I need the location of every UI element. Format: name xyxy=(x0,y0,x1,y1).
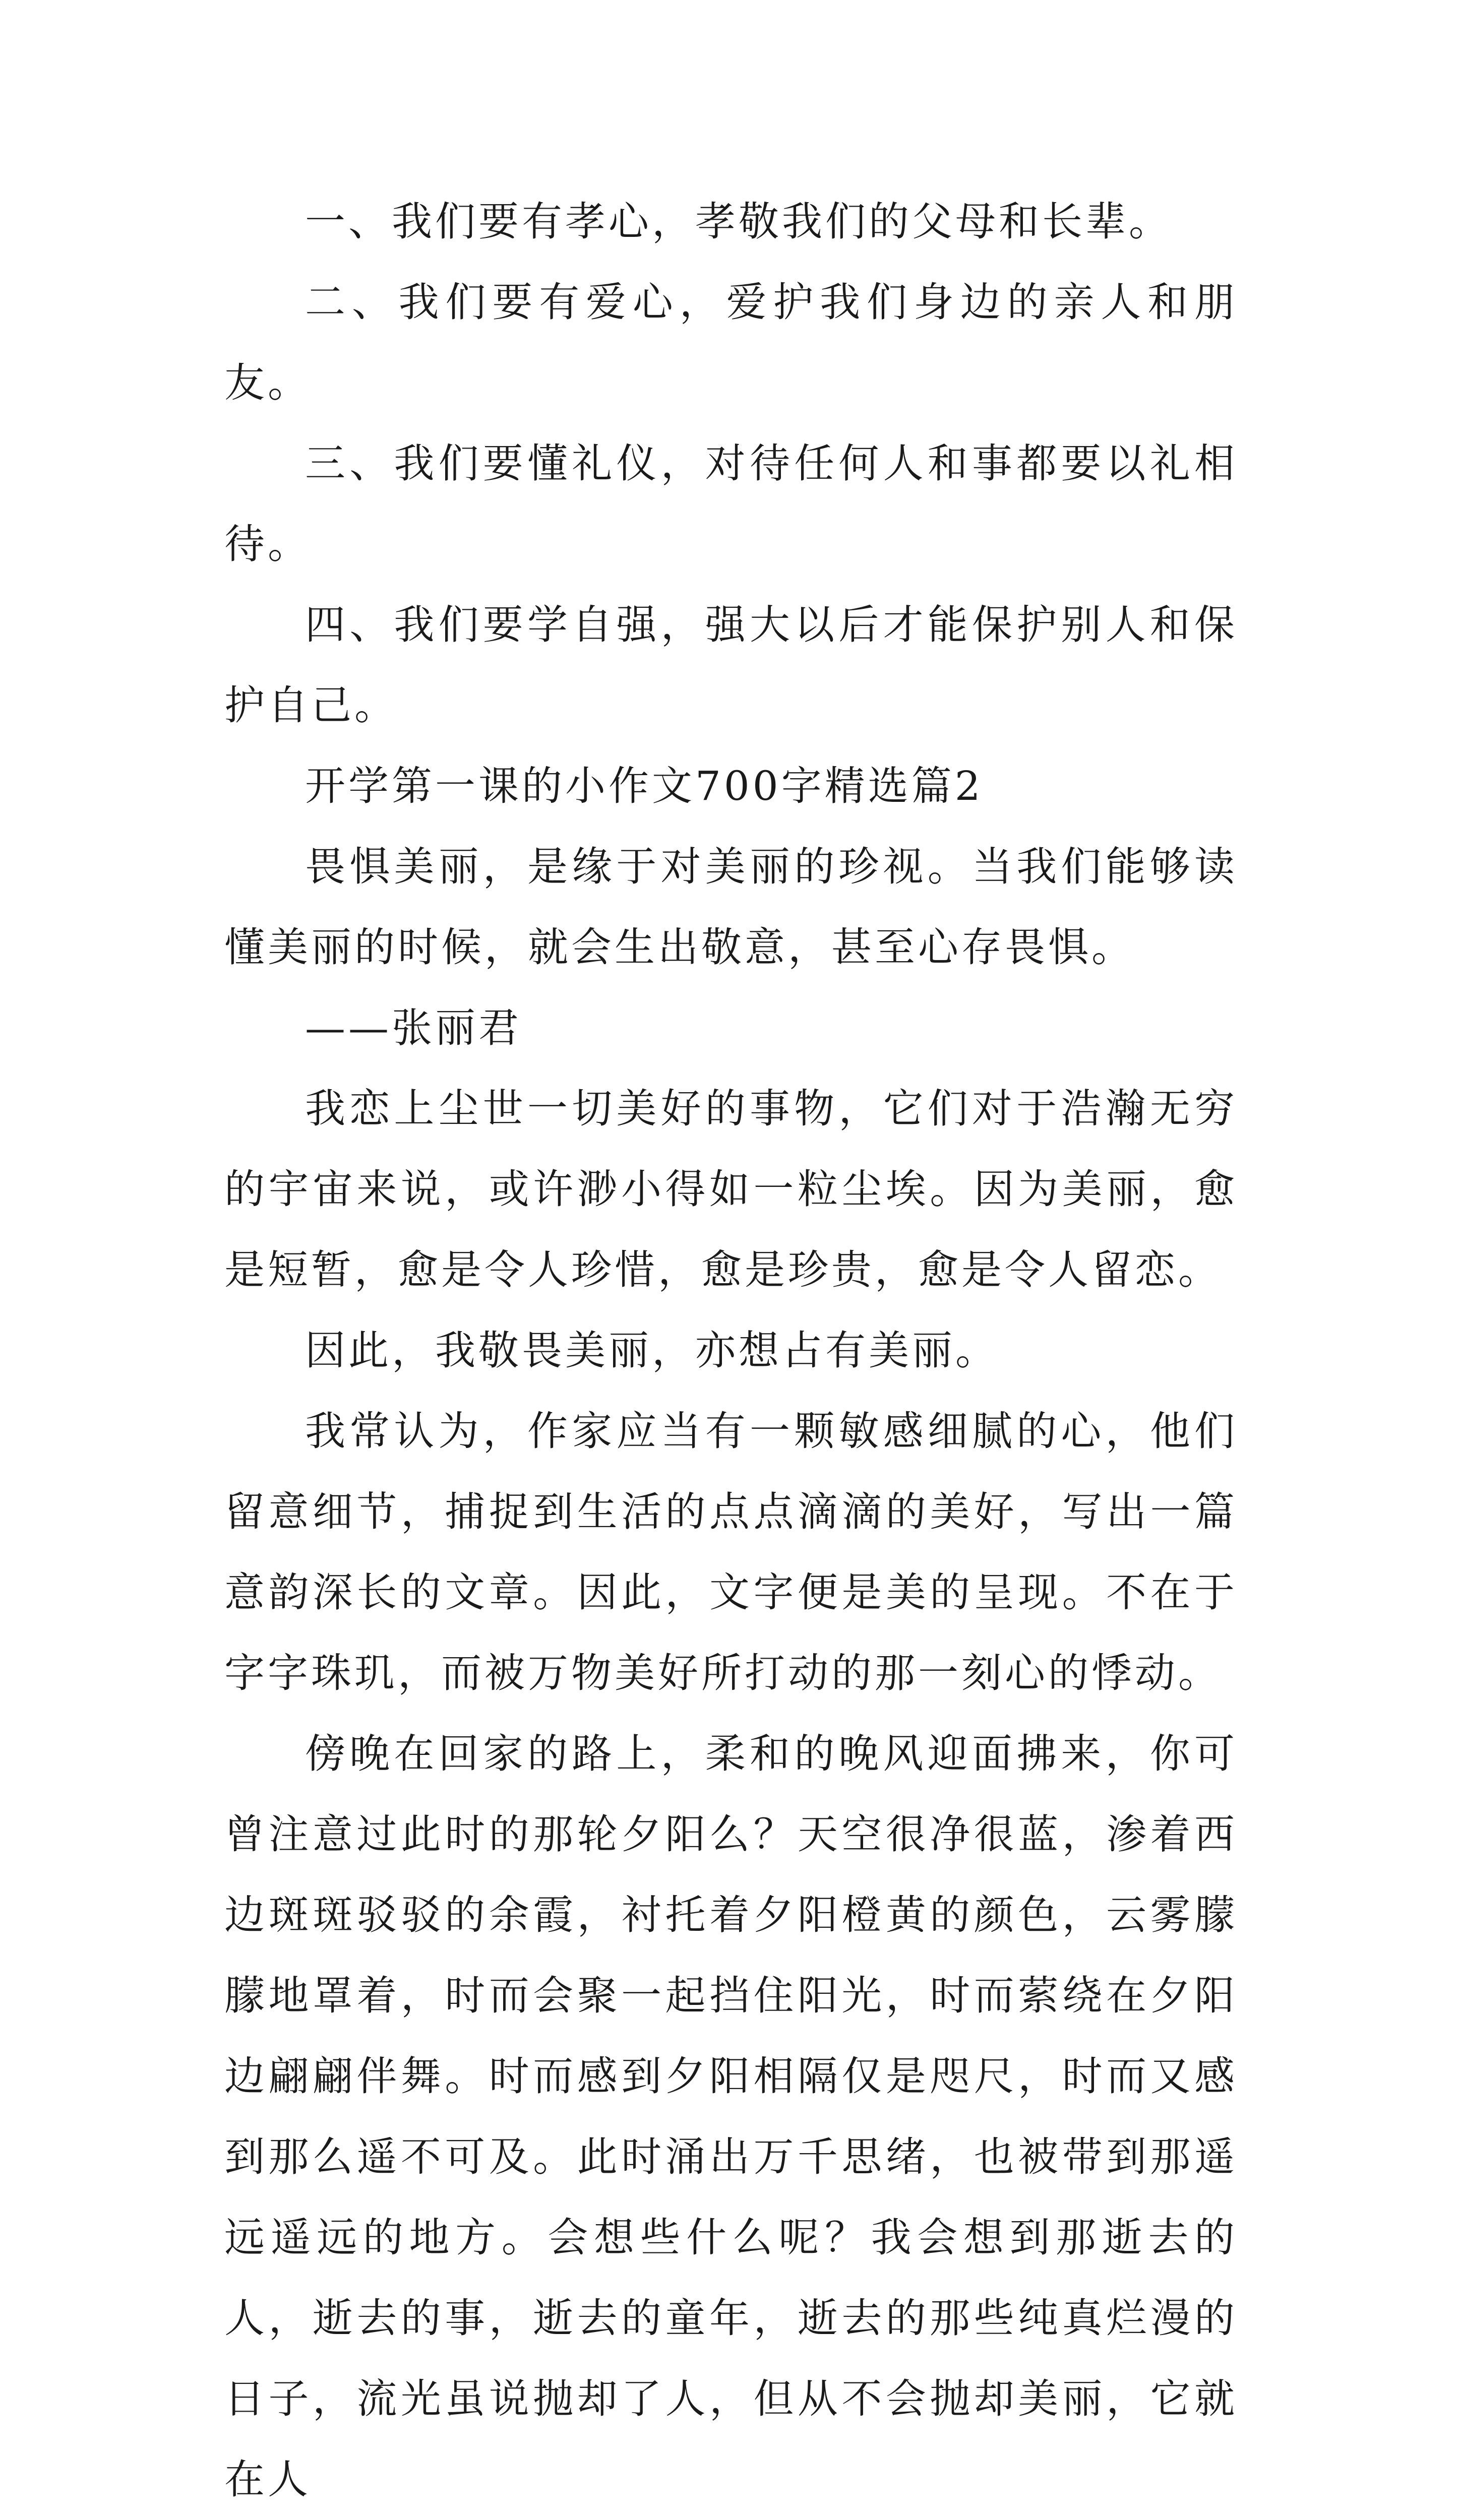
body-paragraph: 因此，我敬畏美丽，亦想占有美丽。 xyxy=(305,1327,999,1374)
body-paragraph: 我常认为，作家应当有一颗敏感细腻的心，他们留意细节，捕捉到生活的点点滴滴的美好，写出一篇意韵深长的文章。因此，文字便是美的呈现。不在于字字珠玑，而被万物美好所打动的那一刻心的悸动。 xyxy=(224,1408,1238,1696)
document-body xyxy=(224,181,1238,2520)
paragraph-point-3: 三、我们要懂礼仪，对待任何人和事都要以礼相待。 xyxy=(224,440,1238,568)
body-paragraph: 我恋上尘世一切美好的事物，它们对于浩瀚无穷的宇宙来说，或许渺小得如一粒尘埃。因为美丽，愈是短暂，愈是令人珍惜，愈是珍贵，愈是令人留恋。 xyxy=(224,1085,1238,1293)
quote-attribution: ——张丽君 xyxy=(305,1004,522,1051)
quote-paragraph: 畏惧美丽，是缘于对美丽的珍视。当我们能够读懂美丽的时候，就会生出敬意，甚至心存畏惧。 xyxy=(224,843,1238,971)
paragraph-point-1: 一、我们要有孝心，孝敬我们的父母和长辈。 xyxy=(305,198,1172,245)
section-heading: 开学第一课的小作文700字精选篇2 xyxy=(305,763,984,809)
paragraph-point-4: 四、我们要学自强，强大以后才能保护别人和保护自己。 xyxy=(224,601,1238,729)
paragraph-point-2: 二、我们要有爱心，爱护我们身边的亲人和朋友。 xyxy=(224,279,1238,406)
body-paragraph: 傍晚在回家的路上，柔和的晚风迎面拂来，你可曾注意过此时的那轮夕阳么？天空很净很蓝，渗着西边斑斑驳驳的余霞，衬托着夕阳橙黄的颜色，云雾朦朦地罩着，时而会聚一起挡住阳光，时而萦绕在夕阳边翩翩伴舞。时而感到夕阳相隔仅是咫尺，时而又感到那么遥不可及。此时涌出万千思绪，也被带到那遥远遥远的地方。会想些什么呢？我会想到那逝去的人，逝去的事，逝去的童年，逝去的那些纯真烂漫的日子，流光虽说抛却了人，但从不会抛却美丽，它就在人 xyxy=(224,1730,1238,2503)
